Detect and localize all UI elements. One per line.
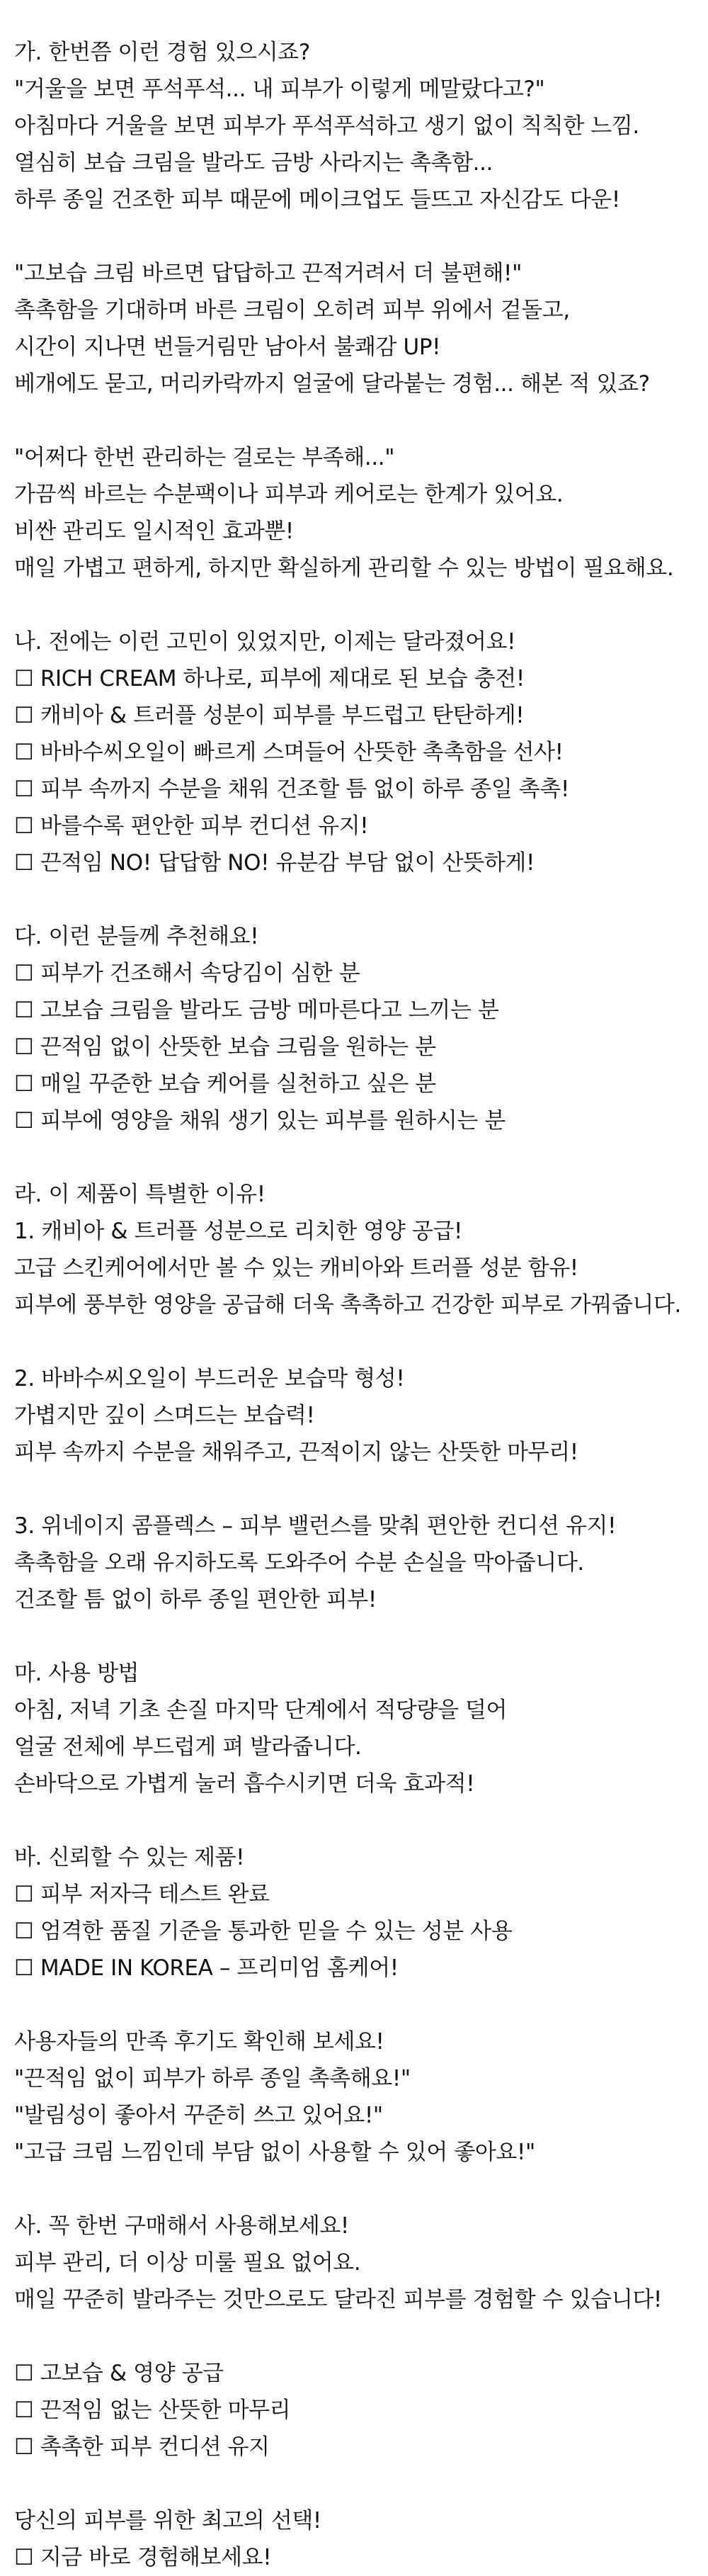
text-line: 가볍지만 깊이 스며드는 보습력! — [14, 1403, 315, 1428]
section-heading: 나. 전에는 이런 고민이 있었지만, 이제는 달라졌어요! — [14, 629, 516, 655]
text-line: 열심히 보습 크림을 발라도 금방 사라지는 촉촉함... — [14, 150, 493, 176]
checklist-item: ☐ 엄격한 품질 기준을 통과한 믿을 수 있는 성분 사용 — [14, 1919, 513, 1944]
checklist-item: ☐ 캐비아 & 트러플 성분이 피부를 부드럽고 탄탄하게! — [14, 703, 525, 728]
section-buy — [14, 2208, 708, 2318]
section-closing — [14, 2502, 708, 2576]
quote-line: "고보습 크림 바르면 답답하고 끈적거려서 더 불편해!" — [14, 261, 522, 286]
section-balance — [14, 1508, 708, 1618]
review-quote: "고급 크림 느낌인데 부담 없이 사용할 수 있어 좋아요!" — [14, 2140, 535, 2165]
checklist-item: ☐ 바를수록 편안한 피부 컨디션 유지! — [14, 813, 369, 839]
checklist-item: ☐ 촉촉한 피부 컨디션 유지 — [14, 2434, 270, 2460]
text-line: 매일 꾸준히 발라주는 것만으로도 달라진 피부를 경험할 수 있습니다! — [14, 2287, 662, 2312]
checklist-item: ☐ 피부 속까지 수분을 채워 건조할 틈 없이 하루 종일 촉촉! — [14, 776, 569, 802]
checklist-item: ☐ 매일 꾸준한 보습 케어를 실천하고 싶은 분 — [14, 1071, 436, 1097]
quote-line: "거울을 보면 푸석푸석... 내 피부가 이렇게 메말랐다고?" — [14, 77, 545, 102]
section-heading: 사. 꼭 한번 구매해서 사용해보세요! — [14, 2213, 349, 2239]
quote-line: "어쩌다 한번 관리하는 걸로는 부족해..." — [14, 445, 395, 470]
text-line: 하루 종일 건조한 피부 때문에 메이크업도 들뜨고 자신감도 다운! — [14, 187, 620, 213]
section-heading: 다. 이런 분들께 추천해요! — [14, 924, 259, 949]
text-line: 가끔씩 바르는 수분팩이나 피부과 케어로는 한계가 있어요. — [14, 482, 564, 507]
section-recommend — [14, 918, 708, 1139]
section-trust — [14, 1839, 708, 1987]
checklist-item: ☐ 끈적임 없이 산뜻한 보습 크림을 원하는 분 — [14, 1034, 436, 1060]
text-line: 피부 속까지 수분을 채워주고, 끈적이지 않는 산뜻한 마무리! — [14, 1440, 578, 1465]
text-line: 건조할 틈 없이 하루 종일 편안한 피부! — [14, 1587, 377, 1612]
checklist-item: ☐ 지금 바로 경험해보세요! — [14, 2545, 272, 2570]
section-usage — [14, 1655, 708, 1802]
section-occasional — [14, 439, 708, 587]
checklist-item: ☐ 고보습 & 영양 공급 — [14, 2361, 224, 2386]
text-line: 시간이 지나면 번들거림만 남아서 불쾌감 UP! — [14, 334, 441, 360]
section-special — [14, 1176, 708, 1323]
checklist-item: ☐ 피부가 건조해서 속당김이 심한 분 — [14, 961, 360, 986]
section-heading: 사용자들의 만족 후기도 확인해 보세요! — [14, 2029, 384, 2055]
section-heading: 마. 사용 방법 — [14, 1661, 139, 1686]
numbered-point: 3. 위네이지 콤플렉스 – 피부 밸런스를 맞춰 편안한 컨디션 유지! — [14, 1513, 617, 1539]
text-line: 아침마다 거울을 보면 피부가 푸석푸석하고 생기 없이 칙칙한 느낌. — [14, 113, 639, 139]
numbered-point: 1. 캐비아 & 트러플 성분으로 리치한 영양 공급! — [14, 1219, 463, 1244]
checklist-item: ☐ 피부에 영양을 채워 생기 있는 피부를 원하시는 분 — [14, 1108, 506, 1134]
section-heading: 라. 이 제품이 특별한 이유! — [14, 1182, 266, 1207]
section-intro — [14, 34, 708, 218]
checklist-item: ☐ 피부 저자극 테스트 완료 — [14, 1882, 270, 1907]
text-line: 베개에도 묻고, 머리카락까지 얼굴에 달라붙는 경험... 해본 적 있죠? — [14, 371, 650, 397]
checklist-item: ☐ 고보습 크림을 발라도 금방 메마른다고 느끼는 분 — [14, 998, 499, 1023]
checklist-item: ☐ 끈적임 없는 산뜻한 마무리 — [14, 2397, 291, 2423]
text-line: 피부에 풍부한 영양을 공급해 더욱 촉촉하고 건강한 피부로 가꿔줍니다. — [14, 1292, 681, 1318]
text-line: 피부 관리, 더 이상 미룰 필요 없어요. — [14, 2250, 361, 2276]
numbered-point: 2. 바바수씨오일이 부드러운 보습막 형성! — [14, 1366, 405, 1391]
text-line: 얼굴 전체에 부드럽게 펴 발라줍니다. — [14, 1734, 362, 1760]
section-sticky — [14, 255, 708, 402]
section-changed — [14, 623, 708, 881]
section-heading: 바. 신뢰할 수 있는 제품! — [14, 1845, 245, 1870]
text-line: 아침, 저녁 기초 손질 마지막 단계에서 적당량을 덜어 — [14, 1697, 508, 1723]
section-babassu — [14, 1360, 708, 1471]
text-line: 매일 가볍고 편하게, 하지만 확실하게 관리할 수 있는 방법이 필요해요. — [14, 555, 674, 581]
checklist-item: ☐ RICH CREAM 하나로, 피부에 제대로 된 보습 충전! — [14, 666, 525, 691]
checklist-item: ☐ MADE IN KOREA – 프리미엄 홈케어! — [14, 1955, 399, 1981]
text-line: 비싼 관리도 일시적인 효과뿐! — [14, 519, 294, 544]
closing-headline: 당신의 피부를 위한 최고의 선택! — [14, 2508, 321, 2533]
text-line: 고급 스킨케어에서만 볼 수 있는 캐비아와 트러플 성분 함유! — [14, 1255, 578, 1281]
section-summary — [14, 2355, 708, 2465]
text-line: 촉촉함을 오래 유지하도록 도와주어 수분 손실을 막아줍니다. — [14, 1550, 584, 1576]
text-line: 촉촉함을 기대하며 바른 크림이 오히려 피부 위에서 겉돌고, — [14, 298, 570, 323]
text-line: 손바닥으로 가볍게 눌러 흡수시키면 더욱 효과적! — [14, 1771, 475, 1797]
checklist-item: ☐ 바바수씨오일이 빠르게 스며들어 산뜻한 촉촉함을 선사! — [14, 740, 564, 765]
section-heading: 가. 한번쯤 이런 경험 있으시죠? — [14, 40, 310, 65]
review-quote: "끈적임 없이 피부가 하루 종일 촉촉해요!" — [14, 2066, 411, 2091]
review-quote: "발림성이 좋아서 꾸준히 쓰고 있어요!" — [14, 2103, 383, 2128]
checklist-item: ☐ 끈적임 NO! 답답함 NO! 유분감 부담 없이 산뜻하게! — [14, 850, 535, 876]
section-reviews — [14, 2023, 708, 2171]
